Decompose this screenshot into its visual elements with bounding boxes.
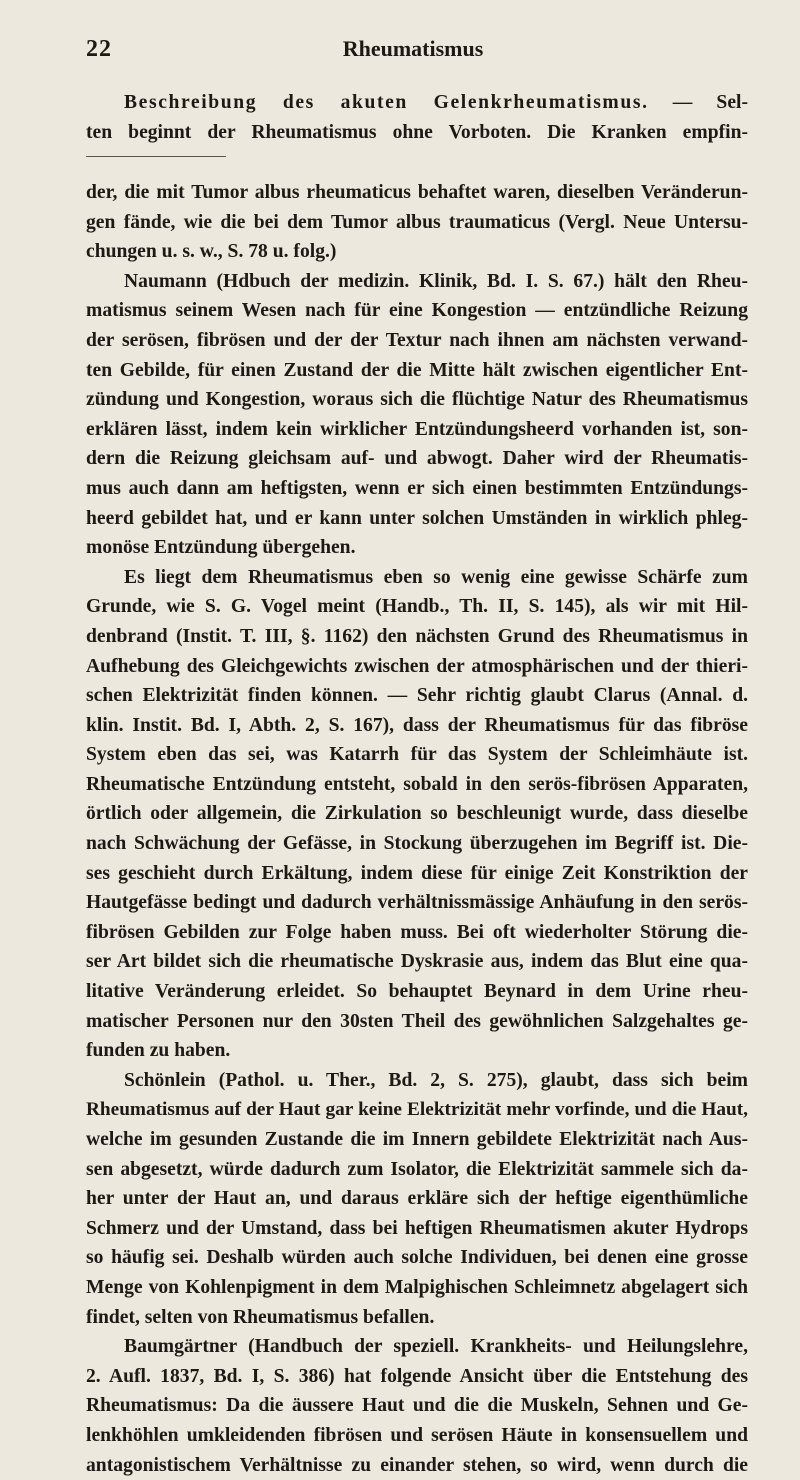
footnote-rule — [86, 156, 226, 157]
text-line: sen abgesetzt, würde dadurch zum Isolator, die Elektrizität sammele sich da- — [86, 1158, 748, 1180]
text-line: Aufhebung des Gleichgewichts zwischen der atmosphärischen und der thieri- — [86, 655, 748, 677]
text-line: ten Gebilde, für einen Zustand der die Mitte hält zwischen eigentlicher Ent- — [86, 359, 748, 381]
text-line: her unter der Haut an, und daraus erkläre sich der heftige eigenthümliche — [86, 1188, 748, 1210]
text-line: Es liegt dem Rheumatismus eben so wenig eine gewisse Schärfe zum — [124, 566, 748, 588]
text-line: gen fände, wie die bei dem Tumor albus traumaticus (Vergl. Neue Untersu- — [86, 211, 748, 233]
text-line: 2. Aufl. 1837, Bd. I, S. 386) hat folgende Ansicht über die Entstehung des — [86, 1365, 748, 1387]
text-line: zündung und Kongestion, woraus sich die flüchtige Natur des Rheumatismus — [86, 389, 748, 411]
text-line: Baumgärtner (Handbuch der speziell. Krankheits- und Heilungslehre, — [124, 1336, 748, 1358]
text-line: dern die Reizung gleichsam auf- und abwogt. Daher wird der Rheumatis- — [86, 448, 748, 470]
text-line: findet, selten von Rheumatismus befallen. — [86, 1306, 435, 1328]
text-line: litative Veränderung erleidet. So behauptet Beynard in dem Urine rheu- — [86, 981, 748, 1003]
text-line: chungen u. s. w., S. 78 u. folg.) — [86, 241, 337, 263]
text-line: Rheumatismus auf der Haut gar keine Elektrizität mehr vorfinde, und die Haut, — [86, 1099, 748, 1121]
text-line: der, die mit Tumor albus rheumaticus behaftet waren, dieselben Veränderun- — [86, 182, 748, 203]
text-line: matismus seinem Wesen nach für eine Kongestion — entzündliche Reizung — [86, 300, 748, 322]
text-line — [86, 88, 748, 118]
text-line: Menge von Kohlenpigment in dem Malpighischen Schleimnetz abgelagert sich — [86, 1276, 748, 1298]
section-heading: Beschreibung des akuten Gelenkrheumatismus. — [124, 92, 649, 113]
text-line: erklären lässt, indem kein wirklicher Entzündungsheerd vorhanden ist, son- — [86, 418, 748, 440]
text-line: heerd gebildet hat, und er kann unter solchen Umständen in wirklich phleg- — [86, 507, 748, 529]
top-paragraph — [86, 88, 748, 147]
text-line: schen Elektrizität finden können. — Sehr richtig glaubt Clarus (Annal. d. — [86, 685, 748, 707]
text-line: ten beginnt der Rheumatismus ohne Vorboten. Die Kranken empfin- — [86, 121, 748, 143]
text-line: welche im gesunden Zustande die im Innern gebildete Elektrizität nach Aus- — [86, 1129, 748, 1150]
text-line: matischer Personen nur den 30sten Theil des gewöhnlichen Salzgehaltes ge- — [86, 1010, 748, 1032]
text-line: örtlich oder allgemein, die Zirkulation so beschleunigt wurde, dass dieselbe — [86, 803, 748, 825]
text-line: mus auch dann am heftigsten, wenn er sich einen bestimmten Entzündungs- — [86, 477, 748, 499]
page-header — [86, 20, 740, 64]
text-line: Hautgefässe bedingt und dadurch verhältnissmässige Anhäufung in den serös- — [86, 892, 748, 914]
text-line: Rheumatismus: Da die äussere Haut und die die Muskeln, Sehnen und Ge- — [86, 1395, 748, 1417]
running-title: Rheumatismus — [342, 36, 484, 61]
main-text — [86, 178, 748, 1480]
text-line: der serösen, fibrösen und der der Textur nach ihnen am nächsten verwand- — [86, 329, 748, 351]
text-line: fibrösen Gebilden zur Folge haben muss. Bei oft wiederholter Störung die- — [86, 921, 748, 943]
text-line: klin. Instit. Bd. I, Abth. 2, S. 167), dass der Rheumatismus für das fibröse — [86, 714, 748, 736]
text-line: ses geschieht durch Erkältung, indem diese für einige Zeit Konstriktion der — [86, 862, 748, 884]
page-number: 22 — [86, 36, 112, 62]
text-line: Naumann (Hdbuch der medizin. Klinik, Bd. I. S. 67.) hält den Rheu- — [124, 270, 748, 292]
text-line: monöse Entzündung übergehen. — [86, 537, 356, 559]
text-line: Grunde, wie S. G. Vogel meint (Handb., Th. II, S. 145), als wir mit Hil- — [86, 596, 748, 618]
text-line: System eben das sei, was Katarrh für das System der Schleimhäute ist. — [86, 744, 748, 766]
text-line: funden zu haben. — [86, 1040, 231, 1062]
text-line: antagonistischem Verhältnisse zu einander stehen, so wird, wenn durch die — [86, 1454, 748, 1476]
text-line: nach Schwächung der Gefässe, in Stockung überzugehen im Begriff ist. Die- — [86, 833, 748, 855]
text-line: ser Art bildet sich die rheumatische Dyskrasie aus, indem das Blut eine qua- — [86, 951, 748, 973]
text-line: so häufig sei. Deshalb würden auch solche Individuen, bei denen eine grosse — [86, 1247, 748, 1269]
text-line: Schmerz und der Umstand, dass bei heftigen Rheumatismen akuter Hydrops — [86, 1217, 748, 1239]
text-line: denbrand (Instit. T. III, §. 1162) den nächsten Grund des Rheumatismus in — [86, 625, 748, 647]
text-line: Rheumatische Entzündung entsteht, sobald in den serös-fibrösen Apparaten, — [86, 773, 748, 795]
text-fragment: — Sel- — [672, 92, 748, 113]
text-line: Schönlein (Pathol. u. Ther., Bd. 2, S. 275), glaubt, dass sich beim — [124, 1069, 748, 1091]
text-line: lenkhöhlen umkleidenden fibrösen und serösen Häute in konsensuellem und — [86, 1424, 748, 1446]
